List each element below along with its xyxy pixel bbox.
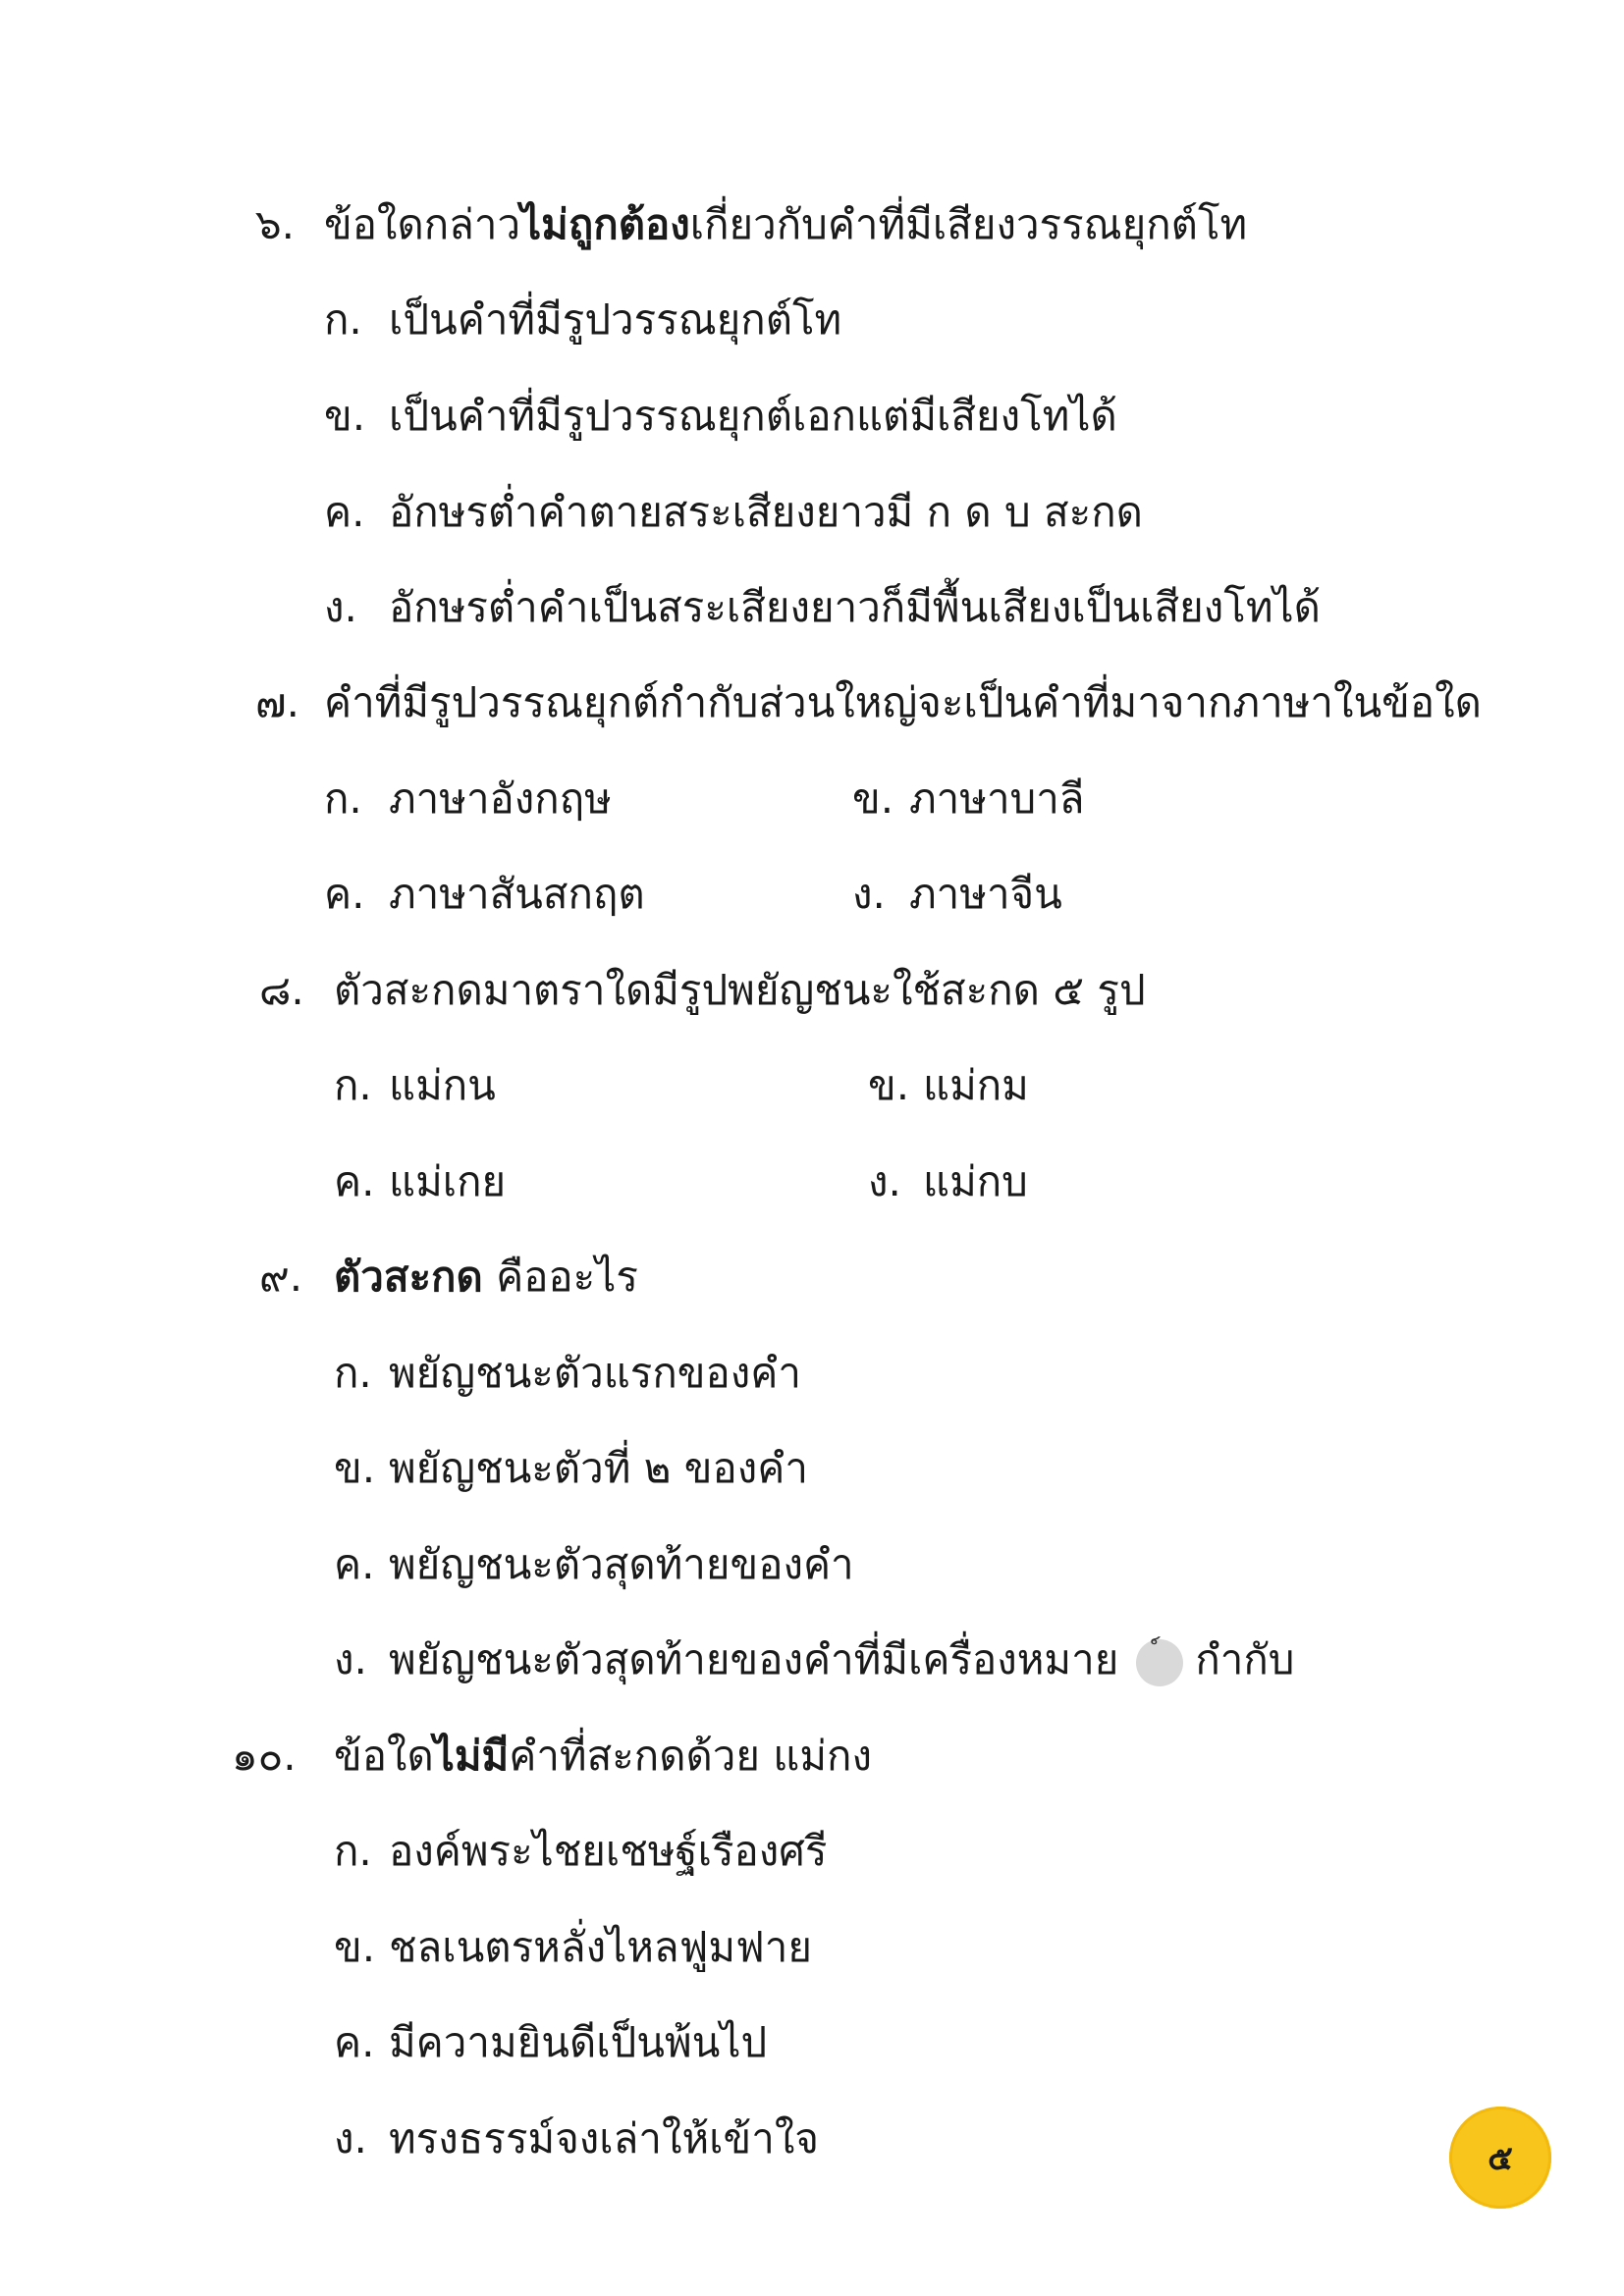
thanthakhat-mark-icon	[1136, 1639, 1183, 1686]
question-text: คำที่มีรูปวรรณยุกต์กำกับส่วนใหญ่จะเป็นคำที่มาจากภาษาในข้อใด	[324, 678, 1482, 726]
question-text: ข้อใดไม่มีคำที่สะกดด้วย แม่กง	[334, 1732, 872, 1780]
worksheet-page: ๖. ข้อใดกล่าวไม่ถูกต้องเกี่ยวกับคำที่มีเสียงวรรณยุกต์โท ก. เป็นคำที่มีรูปวรรณยุกต์โท ข. เป็นคำที่มีรูปวรรณยุกต์เอกแต่มีเสียงโทได้ ค. อักษรต่ำคำตายสระเสียงยาวมี ก ด บ สะกด ง. อักษรต่ำคำเป็นสระเสียงยาวก็มีพื้นเสียงเป็นเสียงโทได้ ๗. คำที่มีรูปวรรณยุกต์กำกับส่วนใหญ่จะเป็นคำที่มาจากภาษาในข้อใด ก. ภาษาอังกฤษ ข. ภาษาบาลี ค. ภาษาสันสกฤต ง. ภาษาจีน ๘. ตัวสะกดมาตราใดมีรูปพยัญชนะใช้สะกด ๕ รูป ก. แม่กน ข. แม่กม ค. แม่เกย ง. แม่กบ ๙. ตัวสะกด คืออะไร ก. พยัญชนะตัวแรกของคำ ข. พยัญชนะตัวที่ ๒ ของคำ ค. พยัญชนะตัวสุดท้ายของคำ ง. พยัญชนะตัวสุดท้ายของคำที่มีเครื่องหมาย กำกับ ๑๐. ข้อใดไม่มีคำที่สะกดด้วย แม่กง ก. องค์พระไชยเชษฐ์เรืองศรี ข. ชลเนตรหลั่งไหลฟูมฟาย ค. มีความยินดีเป็นพ้นไป ง. ทรงธรรม์จงเล่าให้เข้าใจ ๕	[0, 0, 1624, 2296]
page-number-badge: ๕	[1449, 2107, 1551, 2209]
question-text: ตัวสะกด คืออะไร	[334, 1253, 638, 1301]
question-text: ข้อใดกล่าวไม่ถูกต้องเกี่ยวกับคำที่มีเสียงวรรณยุกต์โท	[324, 200, 1248, 248]
question-number: ๑๐.	[232, 1732, 297, 1780]
question-number: ๖.	[255, 200, 296, 248]
question-number: ๗.	[255, 678, 299, 726]
question-number: ๙.	[259, 1253, 303, 1301]
question-text: ตัวสะกดมาตราใดมีรูปพยัญชนะใช้สะกด ๕ รูป	[334, 966, 1146, 1014]
question-number: ๘.	[259, 966, 304, 1014]
